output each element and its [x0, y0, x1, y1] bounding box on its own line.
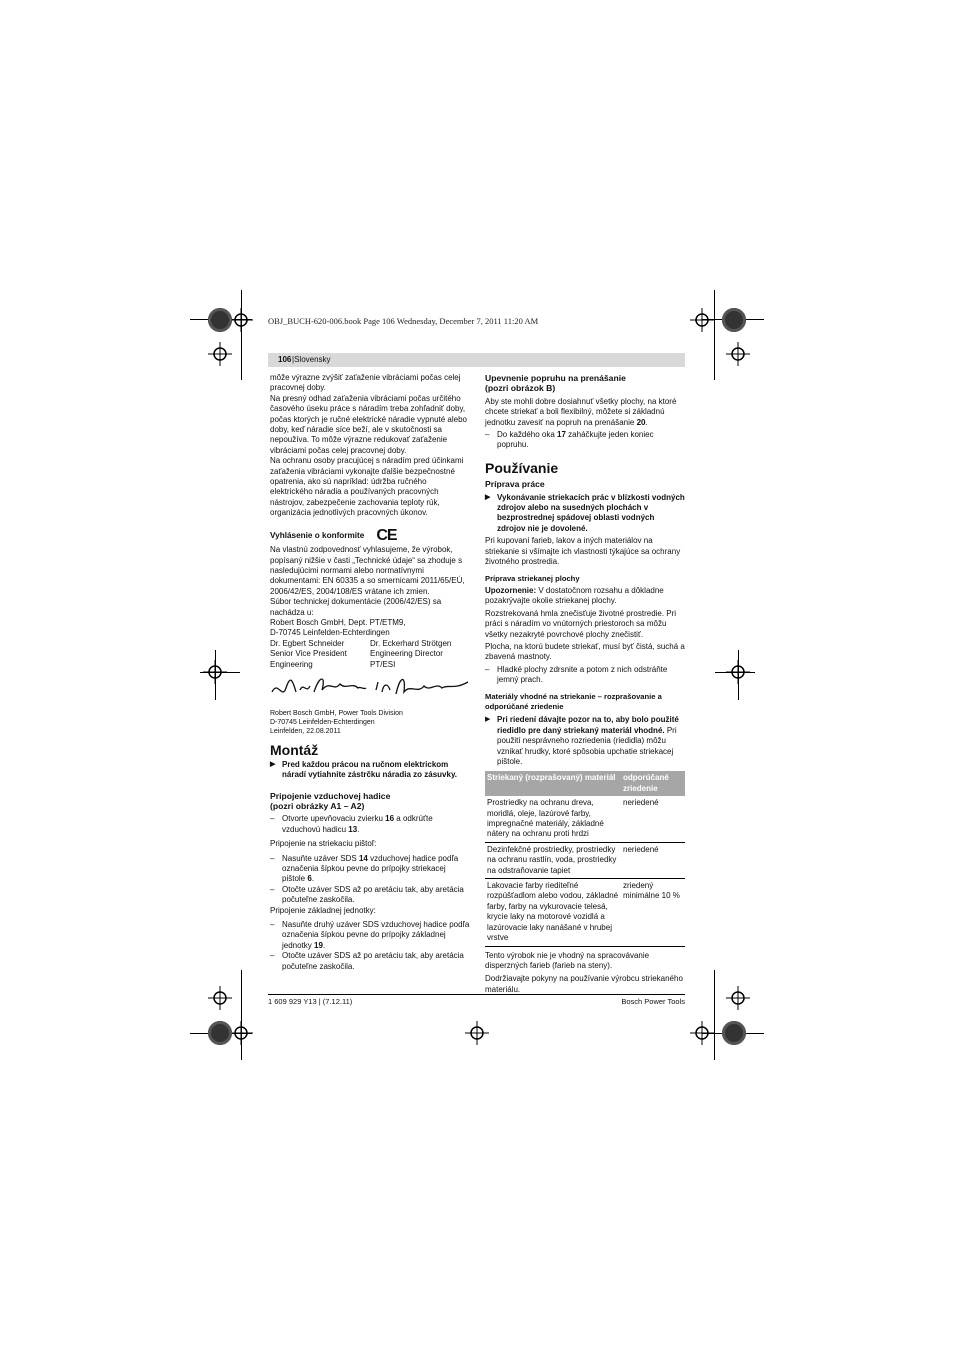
warning-item: ▶ Pri riedení dávajte pozor na to, aby bolo použité riedidlo pre daný striekaný materiál vhodné. Pri použití nesprávneho rozriedenia (riedidla) môžu vznikať hrudky, ktoré spôsobia upchatie striekacej pištole.	[485, 715, 685, 767]
table-cell: zriedený minimálne 10 %	[621, 879, 685, 946]
list-item: – Otočte uzáver SDS až po aretáciu tak, aby aretácia počuteľne zaskočila.	[270, 951, 470, 972]
registration-mark-icon	[229, 308, 253, 332]
paragraph: Dodržiavajte pokyny na používanie výrobcu striekaného materiálu.	[485, 974, 683, 994]
table-cell: Lakovacie farby riediteľné rozpúšťadlom alebo vodou, základné farby, farby na vykurovacie telesá, krycie laky na motorové vozidlá a lazúrovacie laky nanášané v hrubej vrstve	[485, 879, 621, 946]
company-address	[270, 709, 470, 736]
signatories	[270, 639, 470, 670]
page-footer	[268, 994, 685, 1006]
table-cell: Prostriedky na ochranu dreva, moridlá, oleje, lazúrové farby, impregnačné materiály, základné nátery na ochranu proti hrdzi	[485, 796, 621, 842]
registration-mark-icon	[208, 342, 232, 366]
paragraph: Upozornenie: V dostatočnom rozsahu a dôkladne pozakrývajte okolie striekanej plochy.	[485, 585, 664, 606]
subheading: (pozri obrázky A1 – A2)	[270, 801, 365, 811]
table-row	[485, 842, 685, 878]
registration-mark-icon	[726, 342, 750, 366]
list-item: – Hladké plochy zdrsnite a potom z nich odstráňte jemný prach.	[485, 665, 685, 686]
subheading: Upevnenie popruhu na prenášanie	[485, 373, 626, 383]
address-line: D-70745 Leinfelden-Echterdingen	[270, 628, 390, 638]
subheading: Príprava práce	[485, 479, 545, 490]
list-item: – Nasuňte uzáver SDS 14 vzduchovej hadice podľa označenia šípkou pevne do prípojky striekacej pištole 6.	[270, 854, 470, 885]
paragraph: Na presný odhad zaťaženia vibráciami počas určitého časového úseku práce s náradím treba zohľadniť doby, počas ktorých je ručné elektrické náradie vypnuté alebo doby, keď náradie síce beží, ale v skutočnosti sa nepoužíva. To môže výrazne redukovať zaťaženie vibráciami počas celej pracovnej doby.	[270, 393, 467, 455]
color-target-icon	[208, 308, 232, 332]
registration-mark-icon	[229, 1021, 253, 1045]
right-column	[485, 373, 685, 995]
section-heading-pouzivanie: Používanie	[485, 459, 559, 476]
subheading: Materiály vhodné na striekanie – rozprašovanie a odporúčané zriedenie	[485, 691, 662, 711]
signatory-title: Senior Vice President	[270, 649, 347, 659]
paragraph: Tento výrobok nie je vhodný na spracovávanie disperzných farieb (farieb na steny).	[485, 950, 650, 970]
table-cell: neriedené	[621, 842, 685, 878]
paragraph: Rozstrekovaná hmla znečisťuje životné prostredie. Pri práci s náradím vo vnútorných priestoroch sa môžu všetky nezakryté povrchové plochy znečistiť.	[485, 608, 677, 639]
registration-mark-icon	[690, 308, 714, 332]
registration-mark-icon	[208, 986, 232, 1010]
signatory-title: Engineering Director	[370, 649, 443, 659]
signature-image	[270, 670, 470, 704]
subheading: (pozri obrázok B)	[485, 383, 556, 394]
list-item: – Otvorte upevňovaciu zvierku 16 a odkrúťte vzduchovú hadicu 13.	[270, 814, 470, 835]
registration-mark-icon	[465, 1021, 489, 1045]
conformity-header	[270, 526, 470, 544]
materials-table	[485, 771, 685, 946]
ce-mark-icon: CE	[376, 526, 397, 544]
table-header: odporúčané zriedenie	[621, 771, 685, 796]
registration-mark-icon	[203, 660, 227, 684]
paragraph: Plocha, na ktorú budete striekať, musí byť čistá, suchá a zbavená mastnoty.	[485, 641, 685, 662]
footer-brand: Bosch Power Tools	[621, 997, 685, 1006]
address-line: Leinfelden, 22.08.2011	[270, 728, 341, 736]
signatory-title: Engineering	[270, 659, 313, 669]
table-header: Striekaný (rozprašovaný) materiál	[485, 771, 621, 796]
color-target-icon	[722, 1021, 746, 1045]
signatory-name: Dr. Egbert Schneider	[270, 638, 345, 648]
subheading: Pripojenie vzduchovej hadice	[270, 790, 391, 801]
table-cell: neriedené	[621, 796, 685, 842]
signatory-title: PT/ESI	[370, 659, 396, 669]
list-item: – Nasuňte druhý uzáver SDS vzduchovej hadice podľa označenia šípkou pevne do prípojky základnej jednotky 19.	[270, 920, 470, 951]
subheading: Príprava striekanej plochy	[485, 573, 580, 583]
paragraph: Pri kupovaní farieb, lakov a iných materiálov na striekanie si všímajte ich vlastnosti týkajúce sa ochrany životného prostredia.	[485, 536, 681, 567]
registration-mark-icon	[726, 660, 750, 684]
page-number: 106	[278, 355, 292, 364]
paragraph: Pripojenie základnej jednotky:	[270, 905, 376, 915]
signatory-name: Dr. Eckerhard Strötgen	[370, 638, 452, 648]
list-item: – Otočte uzáver SDS až po aretáciu tak, aby aretácia počuteľne zaskočila.	[270, 885, 470, 906]
section-heading-montaz: Montáž	[270, 742, 319, 759]
paragraph: Aby ste mohli dobre dosiahnuť všetky plochy, na ktoré chcete striekať a boli flexibilný, môžete si základnú jednotku zavesiť na popruh na prenášanie 20.	[485, 396, 677, 427]
left-column	[270, 373, 470, 972]
color-target-icon	[208, 1021, 232, 1045]
address-line: D-70745 Leinfelden-Echterdingen	[270, 719, 375, 727]
paragraph: Súbor technickej dokumentácie (2006/42/ES) sa nachádza u:	[270, 597, 442, 617]
warning-item: ▶ Pred každou prácou na ručnom elektrickom náradí vytiahnite zástrčku náradia zo zásuvky.	[270, 760, 470, 781]
page-header	[268, 353, 685, 367]
table-cell: Dezinfekčné prostriedky, prostriedky na ochranu rastlín, voda, prostriedky na odstraňovanie tapiet	[485, 842, 621, 878]
table-row	[485, 879, 685, 946]
paragraph: Na ochranu osoby pracujúcej s náradím pred účinkami zaťaženia vibráciami vykonajte ďalšie bezpečnostné opatrenia, ako sú napríklad: údržba ručného elektrického náradia a používaných pracovných nástrojov, zabezpečenie zachovania teploty rúk, organizácia jednotlivých pracovných úkonov.	[270, 456, 464, 518]
paragraph: Na vlastnú zodpovednosť vyhlasujeme, že výrobok, popísaný nižšie v časti „Technické údaje“ sa zhoduje s nasledujúcimi normami alebo normatívnymi dokumentami: EN 60335 a so smernicami 2011/65/EÚ, 2006/42/ES, 2004/108/ES vrátane ich zmien.	[270, 545, 465, 596]
footer-doc-id: 1 609 929 Y13 | (7.12.11)	[268, 997, 353, 1006]
conformity-heading: Vyhlásenie o konformite	[270, 530, 365, 540]
table-row	[485, 796, 685, 842]
paragraph: Pripojenie na striekaciu pištoľ:	[270, 839, 377, 849]
registration-mark-icon	[690, 1021, 714, 1045]
address-line: Robert Bosch GmbH, Power Tools Division	[270, 710, 403, 718]
list-item: – Do každého oka 17 zaháčkujte jeden koniec popruhu.	[485, 430, 685, 451]
address-line: Robert Bosch GmbH, Dept. PT/ETM9,	[270, 617, 406, 627]
color-target-icon	[722, 308, 746, 332]
registration-mark-icon	[726, 986, 750, 1010]
language-label: |Slovensky	[292, 355, 331, 364]
print-slug: OBJ_BUCH-620-006.book Page 106 Wednesday, December 7, 2011 11:20 AM	[268, 316, 539, 326]
paragraph: môže výrazne zvýšiť zaťaženie vibráciami počas celej pracovnej doby.	[270, 373, 461, 393]
warning-item: ▶ Vykonávanie striekacích prác v blízkosti vodných zdrojov alebo na susedných plochách v bezprostrednej spádovej oblasti vodných zdrojov nie je dovolené.	[485, 493, 685, 535]
